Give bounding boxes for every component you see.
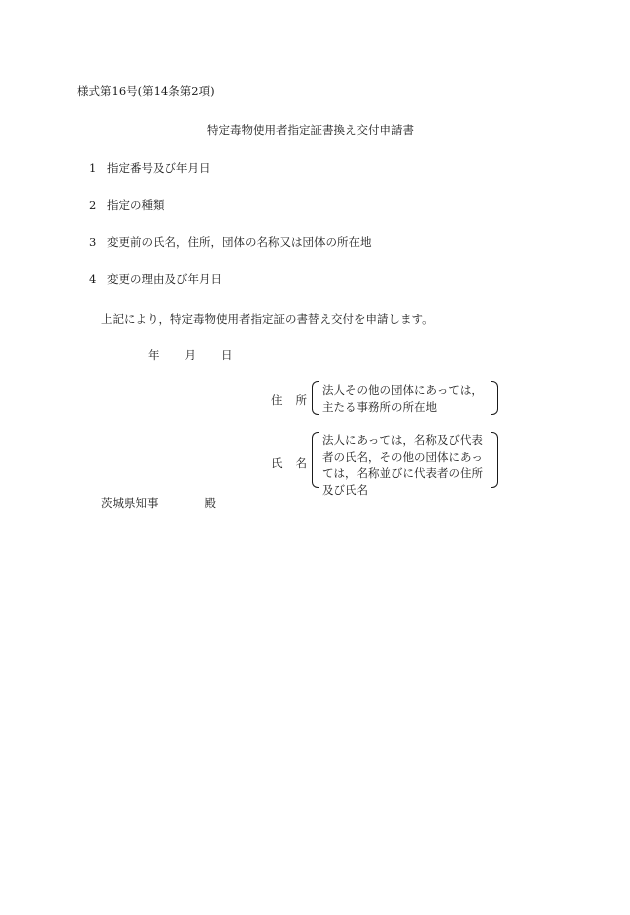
address-label — [271, 395, 307, 407]
request-statement: 上記により，特定毒物使用者指定証の書替え交付を申請します。 — [101, 312, 434, 326]
name-label-char: 名 — [295, 456, 307, 470]
item-number: 4 — [89, 272, 97, 286]
bracket-right — [491, 381, 498, 415]
date-day: 日 — [221, 348, 233, 362]
address-label-char: 住 — [271, 393, 283, 407]
bracket-left — [312, 381, 319, 415]
form-number: 様式第16号(第14条第2項) — [77, 84, 215, 98]
date-year: 年 — [148, 348, 160, 362]
address-note — [312, 381, 498, 415]
name-note — [312, 432, 498, 497]
date-month: 月 — [184, 348, 196, 362]
item-label: 変更の理由及び年月日 — [107, 272, 222, 286]
address-label-char: 所 — [295, 393, 307, 407]
item-change-reason — [89, 274, 222, 286]
address-note-line: 主たる事務所の所在地 — [322, 400, 437, 414]
document-title: 特定毒物使用者指定証書換え交付申請書 — [207, 123, 414, 137]
item-previous-details — [89, 237, 372, 249]
date-line — [148, 350, 233, 362]
addressee-honorific: 殿 — [204, 496, 216, 510]
item-designation-type — [89, 200, 165, 212]
address-note-line: 法人その他の団体にあっては， — [322, 383, 483, 397]
name-note-line: 法人にあっては，名称及び代表 — [322, 433, 483, 447]
item-number: 2 — [89, 198, 97, 212]
name-note-line: ては，名称並びに代表者の住所 — [322, 466, 483, 480]
item-number: 1 — [89, 161, 97, 175]
name-label-char: 氏 — [271, 456, 283, 470]
item-number: 3 — [89, 235, 97, 249]
item-label: 指定の種類 — [107, 198, 165, 212]
name-note-line: 及び氏名 — [322, 482, 368, 497]
item-label: 変更前の氏名，住所，団体の名称又は団体の所在地 — [107, 235, 372, 249]
name-label — [271, 458, 307, 470]
bracket-right — [491, 432, 498, 488]
item-label: 指定番号及び年月日 — [107, 161, 211, 175]
addressee — [101, 498, 216, 510]
bracket-left — [312, 432, 319, 488]
name-note-line: 者の氏名，その他の団体にあっ — [322, 449, 483, 464]
item-designation-number — [89, 163, 211, 175]
addressee-name: 茨城県知事 — [101, 496, 159, 510]
